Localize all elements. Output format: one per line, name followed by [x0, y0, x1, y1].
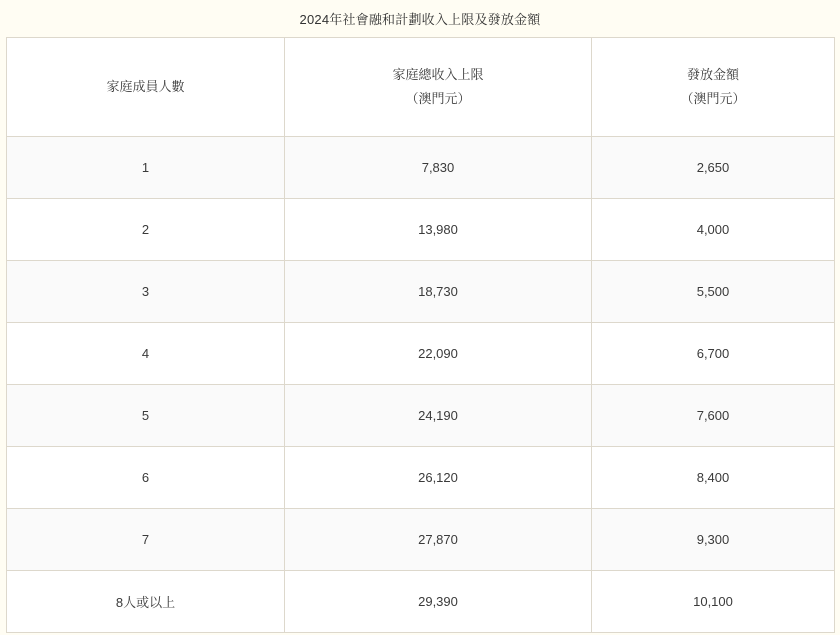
cell-amount: 7,600 [592, 385, 835, 447]
column-header-amount [592, 38, 835, 137]
column-header-amount-main: 發放金額 [686, 67, 739, 82]
table-row [7, 137, 835, 199]
column-header-income-cap [285, 38, 592, 137]
table-row [7, 509, 835, 571]
cell-members: 2 [7, 199, 285, 261]
cell-income-cap: 24,190 [285, 385, 592, 447]
table-row [7, 261, 835, 323]
cell-income-cap: 13,980 [285, 199, 592, 261]
cell-amount: 8,400 [592, 447, 835, 509]
table-row [7, 571, 835, 633]
cell-members: 8人或以上 [7, 571, 285, 633]
column-header-income-cap-main: 家庭總收入上限 [392, 67, 484, 82]
table-row [7, 385, 835, 447]
cell-income-cap: 26,120 [285, 447, 592, 509]
table-container [0, 37, 840, 633]
cell-members: 4 [7, 323, 285, 385]
column-header-members [7, 38, 285, 137]
table-row [7, 199, 835, 261]
cell-members: 1 [7, 137, 285, 199]
column-header-income-cap-unit: （澳門元） [405, 91, 471, 106]
page-title: 2024年社會融和計劃收入上限及發放金額 [299, 12, 541, 27]
cell-income-cap: 18,730 [285, 261, 592, 323]
table-row [7, 323, 835, 385]
cell-income-cap: 27,870 [285, 509, 592, 571]
column-header-members-main: 家庭成員人數 [106, 79, 185, 94]
table-header [7, 38, 835, 137]
table-body [7, 137, 835, 633]
table-header-row [7, 38, 835, 137]
cell-members: 3 [7, 261, 285, 323]
cell-amount: 4,000 [592, 199, 835, 261]
cell-amount: 10,100 [592, 571, 835, 633]
cell-members: 7 [7, 509, 285, 571]
cell-members: 6 [7, 447, 285, 509]
cell-income-cap: 29,390 [285, 571, 592, 633]
cell-amount: 2,650 [592, 137, 835, 199]
cell-income-cap: 7,830 [285, 137, 592, 199]
table-row [7, 447, 835, 509]
cell-income-cap: 22,090 [285, 323, 592, 385]
column-header-amount-unit: （澳門元） [680, 91, 746, 106]
social-harmony-scheme-table [6, 37, 835, 633]
cell-amount: 6,700 [592, 323, 835, 385]
cell-amount: 5,500 [592, 261, 835, 323]
cell-members: 5 [7, 385, 285, 447]
cell-amount: 9,300 [592, 509, 835, 571]
